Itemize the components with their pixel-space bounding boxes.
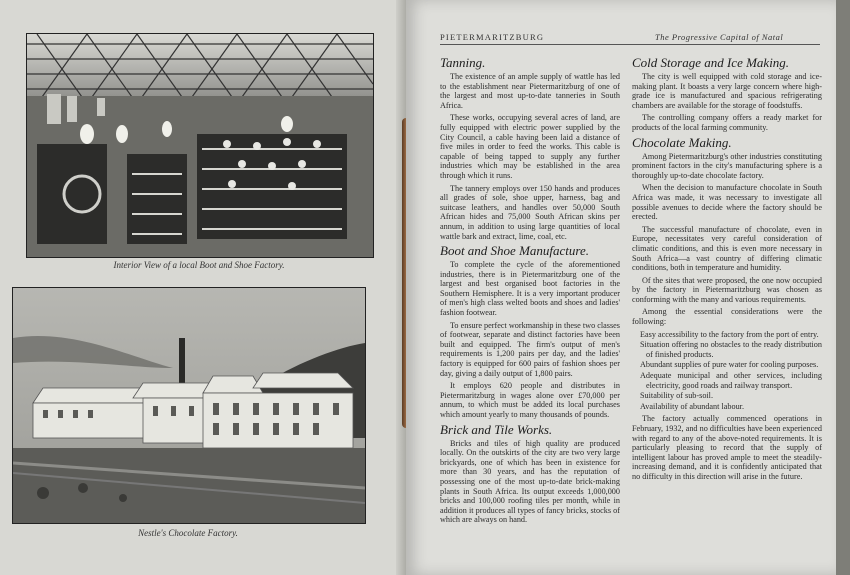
boot-paragraph: It employs 620 people and distributes in Pietermaritzburg in wages alone over £70,000 per annum, to which must be added its local purchases which amount yearly to many thousands of pounds. [440, 381, 620, 419]
list-item: Suitability of sub-soil. [640, 391, 714, 401]
chocolate-paragraph: Among the essential considerations were the following: [632, 307, 822, 327]
running-head-right: The Progressive Capital of Natal [655, 32, 784, 42]
tanning-paragraph: The existence of an ample supply of wattle has led to the establishment near Pietermaritzburg of one of the largest and most up-to-date tanneries in South Africa. [440, 72, 620, 110]
photo1-caption: Interior View of a local Boot and Shoe Factory. [113, 260, 285, 270]
cold-storage-paragraph: The city is well equipped with cold storage and ice-making plant. It boasts a very large concern where high-grade ice is manufactured and spacious refrigerating chambers are available for the storage of foodstuffs. [632, 72, 822, 110]
list-item: Adequate municipal and other services, including electricity, good roads and railway transport. [640, 371, 822, 390]
tanning-heading: Tanning. [440, 55, 486, 70]
chocolate-paragraph: The successful manufacture of chocolate, even in Europe, necessitates very careful consideration of climatic conditions, and this is even more necessary in South Africa—a vast country of differing climatic conditions, both in temperature and humidity. [632, 224, 822, 273]
chocolate-heading: Chocolate Making. [632, 134, 732, 150]
cold-storage-heading: Cold Storage and Ice Making. [632, 55, 790, 70]
chocolate-closing-paragraph: The factory actually commenced operations in February, 1932, and no difficulties have been experienced with regard to any of the above-noted requirements. It is particularly pleasing to record that the supply of intelligent labour has proved ample to meet the steadily-increasing demand, and it is confidently anticipated that no difficulty in this direction will arise in the future. [632, 414, 822, 481]
chocolate-paragraph: Among Pietermaritzburg's other industries constituting prominent factors in the city's manufacturing sphere is a thoroughly up-to-date chocolate factory. [632, 151, 822, 180]
factory-interior-photo [26, 33, 374, 258]
cold-storage-paragraph: The controlling company offers a ready market for products of the local farming community. [632, 113, 822, 132]
boot-paragraph: To ensure perfect workmanship in these two classes of footwear, separate and distinct factories have been built and equipped. The firm's output of men's requirements is 1,200 pairs per day, and the ladies' factory is equipped for 600 pairs of fashion shoes per day, giving a daily output of 1,800 pairs. [440, 320, 620, 378]
tanning-paragraph: The tannery employs over 150 hands and produces all grades of sole, shoe upper, harness, bag and suitcase leathers, and handles over 50,000 South African hides and 75,000 South African skins per annum, in addition to using large quantities of local wattle bark and extract, lime, coal, etc. [440, 183, 620, 241]
running-head-left: PIETERMARITZBURG [440, 32, 545, 42]
list-item: Situation offering no obstacles to the ready distribution of finished products. [640, 340, 822, 359]
text-column-right [632, 54, 822, 485]
left-page [0, 0, 408, 575]
header-rule [440, 44, 820, 45]
brick-heading: Brick and Tile Works. [440, 421, 553, 437]
chocolate-paragraph: Of the sites that were proposed, the one now occupied by the factory in Pietermaritzburg was chosen as conforming with the many and various requirements. [632, 275, 822, 304]
list-item: Easy accessibility to the factory from the port of entry. [640, 329, 819, 339]
chocolate-paragraph: When the decision to manufacture chocolate in South Africa was made, it was necessary to investigate all possible avenues to decide where the factory should be erected. [632, 183, 822, 222]
photo2-caption: Nestle's Chocolate Factory. [138, 528, 238, 538]
considerations-list [632, 330, 822, 412]
chocolate-factory-photo [12, 287, 366, 524]
tanning-paragraph: These works, occupying several acres of land, are fully equipped with electric power supplied by the City Council, a cable having been laid a distance of five miles in order to feed the works. This cable is capable of being tapped to supply any further industries which may be established in the area through which it runs. [440, 113, 620, 180]
factory-interior-illustration [27, 34, 373, 257]
page-edge [836, 0, 850, 575]
brick-paragraph: Bricks and tiles of high quality are produced locally. On the outskirts of the city are two very large brickyards, one of which has been in existence for more than 30 years, and has the reputation of possessing one of the most up-to-date brick-making plants in South Africa. Its output exceeds 1,000,000 bricks and 100,000 roofing tiles per month, while in addition it produces all types of fancy bricks, stocks of which are always on hand. [440, 438, 620, 525]
text-column-left [440, 54, 620, 528]
boot-paragraph: To complete the cycle of the aforementioned industries, there is in Pietermaritzburg one of the largest and best organised boot factories in the Southern Hemisphere. It is a very important producer of men's high class welted boots and shoes and ladies' fashion footwear. [440, 260, 620, 318]
boot-heading: Boot and Shoe Manufacture. [440, 243, 589, 259]
chocolate-factory-illustration [13, 288, 365, 523]
list-item: Availability of abundant labour. [640, 401, 744, 411]
list-item: Abundant supplies of pure water for cooling purposes. [640, 360, 819, 370]
